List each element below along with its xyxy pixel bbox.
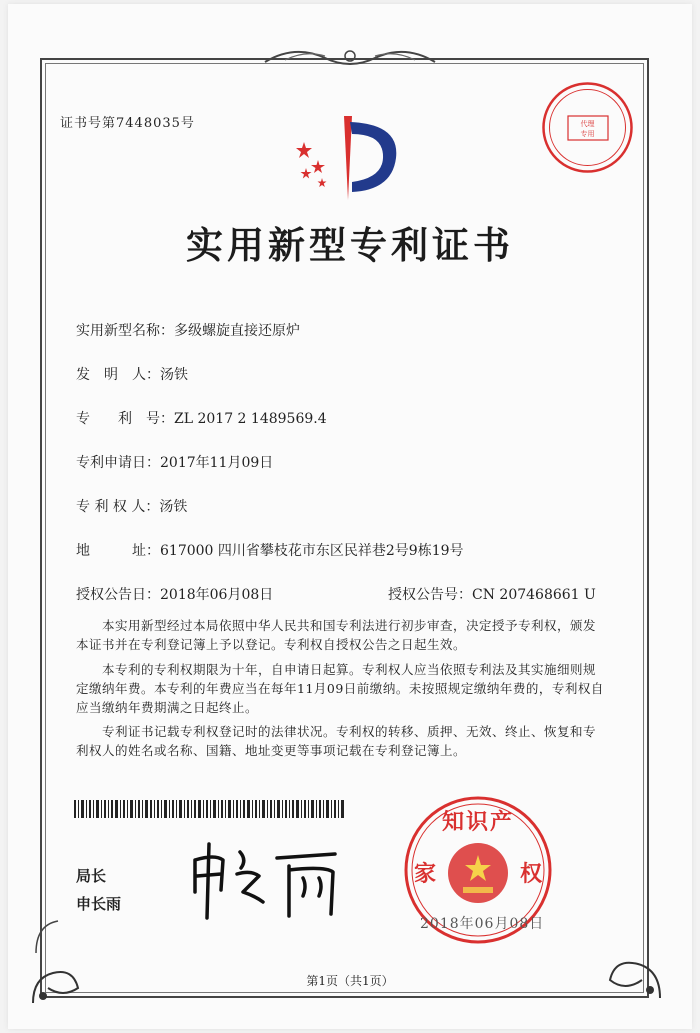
patent-number-field <box>76 408 327 428</box>
bottom-left-corner-curl <box>28 915 68 955</box>
field-value: 汤铁 <box>160 367 188 383</box>
director-name: 申长雨 <box>76 895 122 913</box>
grant-date-field <box>76 584 273 604</box>
field-label: 发 明 人： <box>76 367 160 383</box>
field-label: 地 址： <box>76 543 160 559</box>
svg-text:家: 家 <box>413 861 437 887</box>
address-field <box>76 540 464 560</box>
field-value: 多级螺旋直接还原炉 <box>174 323 300 339</box>
patent-office-logo-icon <box>292 112 407 204</box>
agency-stamp <box>540 80 635 175</box>
certificate-paragraph: 专利证书记载专利权登记时的法律状况。专利权的转移、质押、无效、终止、恢复和专利权人的姓名或名称、国籍、地址变更等事项记载在专利登记簿上。 <box>76 724 597 758</box>
field-value: CN 207468661 U <box>472 587 596 603</box>
svg-text:知识产: 知识产 <box>441 809 515 835</box>
field-label: 授权公告号： <box>388 587 472 603</box>
field-value: 2017年11月09日 <box>160 455 274 471</box>
field-value: 汤铁 <box>159 499 188 515</box>
filing-date-field <box>76 452 273 472</box>
inventor-field <box>76 364 188 384</box>
page-number: 第1页（共1页） <box>306 974 394 988</box>
seal-date: 2018年06月08日 <box>420 916 545 932</box>
grant-number-field <box>388 584 596 604</box>
certificate-number: 证书号第7448035号 <box>60 116 195 131</box>
svg-text:专用: 专用 <box>580 130 595 138</box>
certificate-paragraph: 本实用新型经过本局依照中华人民共和国专利法进行初步审查，决定授予专利权，颁发本证书并在专利登记簿上予以登记。专利权自授权公告之日起生效。 <box>76 618 597 652</box>
barcode <box>74 800 344 818</box>
field-value: ZL 2017 2 1489569.4 <box>174 411 327 427</box>
director-title: 局长 <box>76 867 107 885</box>
certificate-paragraph: 本专利的专利权期限为十年，自申请日起算。专利权人应当依照专利法及其实施细则规定缴纳年费。本专利的年费应当在每年11月09日前缴纳。未按照规定缴纳年费的，专利权自应当缴纳年费期满之日起终止。 <box>76 662 604 715</box>
patentee-field <box>76 496 187 516</box>
top-ornament <box>255 42 445 72</box>
field-label: 实用新型名称： <box>76 323 174 339</box>
svg-text:代理: 代理 <box>580 120 595 128</box>
field-label: 授权公告日： <box>76 587 160 603</box>
field-label: 专利申请日： <box>76 455 160 471</box>
certificate-title: 实用新型专利证书 <box>186 223 514 267</box>
field-value: 617000 四川省攀枝花市东区民祥巷2号9栋19号 <box>160 543 464 559</box>
field-label: 专 利 号： <box>76 411 174 427</box>
director-signature <box>185 830 355 925</box>
field-label: 专 利 权 人： <box>76 499 160 515</box>
svg-text:权: 权 <box>519 861 543 887</box>
field-value: 2018年06月08日 <box>160 587 274 603</box>
utility-model-name-field <box>76 320 300 340</box>
